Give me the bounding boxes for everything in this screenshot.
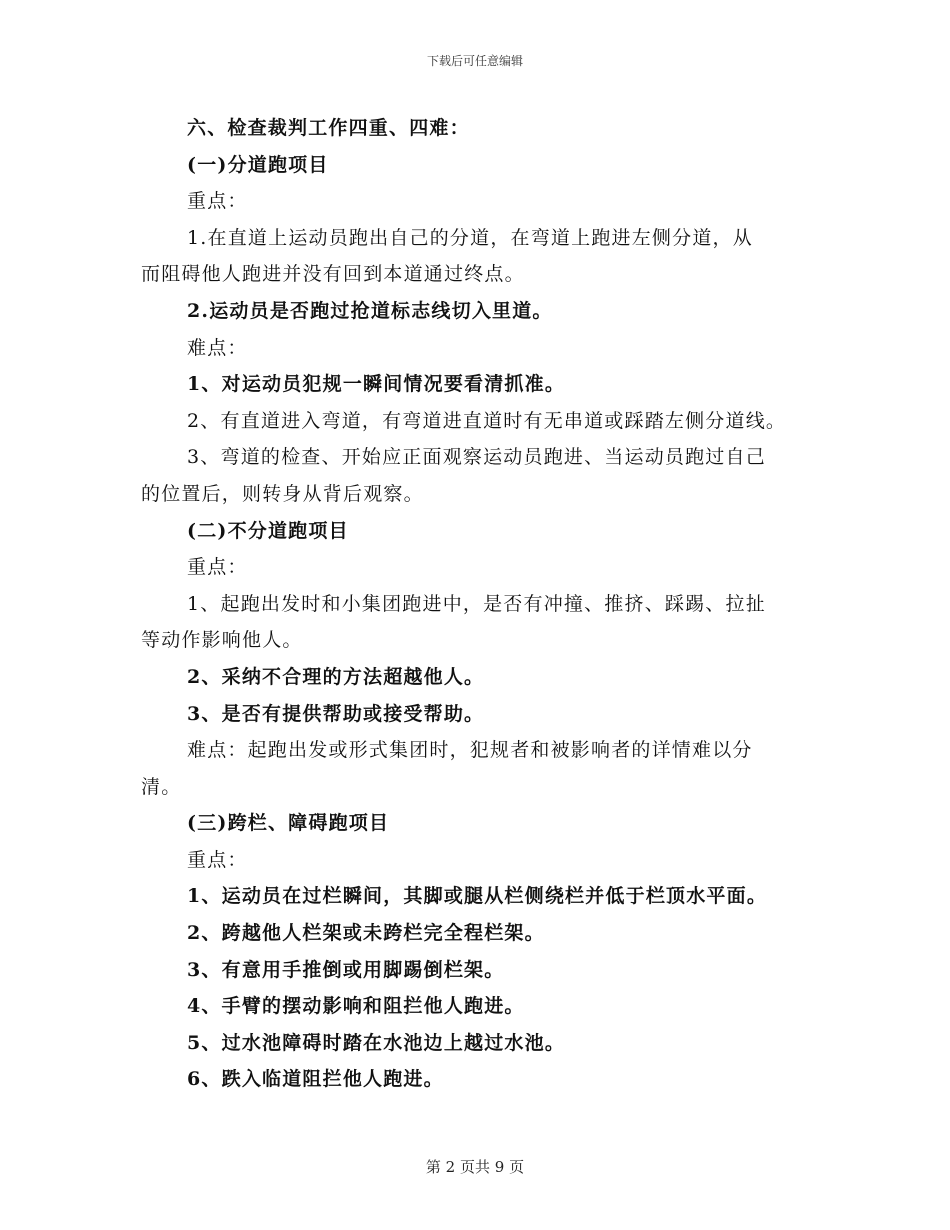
text-line: 3、弯道的检查、开始应正面观察运动员跑进、当运动员跑过自己 xyxy=(187,446,766,469)
text-line: 重点： xyxy=(187,190,248,213)
text-line: 1、对运动员犯规一瞬间情况要看清抓准。 xyxy=(187,373,566,396)
text-line: 1.在直道上运动员跑出自己的分道，在弯道上跑进左侧分道，从 xyxy=(187,226,753,249)
text-line: 的位置后，则转身从背后观察。 xyxy=(141,482,424,505)
text-line: 难点： xyxy=(187,336,248,359)
page-header: 下载后可任意编辑 xyxy=(426,54,523,68)
text-line: 2、采纳不合理的方法超越他人。 xyxy=(187,665,485,688)
text-line: 2、有直道进入弯道，有弯道进直道时有无串道或踩踏左侧分道线。 xyxy=(187,409,787,432)
text-line: 难点：起跑出发或形式集团时，犯规者和被影响者的详情难以分 xyxy=(187,739,753,762)
text-line: 2、跨越他人栏架或未跨栏完全程栏架。 xyxy=(187,922,545,945)
text-line: 1、起跑出发时和小集团跑进中，是否有冲撞、推挤、踩踢、拉扯 xyxy=(187,592,766,615)
page-footer: 第 2 页共 9 页 xyxy=(425,1158,525,1176)
text-line: 六、检查裁判工作四重、四难： xyxy=(187,117,470,139)
text-line: (一)分道跑项目 xyxy=(187,153,329,176)
text-line: 6、跌入临道阻拦他人跑进。 xyxy=(187,1068,444,1091)
text-line: 重点： xyxy=(187,848,248,871)
text-line: 3、有意用手推倒或用脚踢倒栏架。 xyxy=(187,958,505,981)
text-line: 等动作影响他人。 xyxy=(141,629,303,652)
text-line: 2.运动员是否跑过抢道标志线切入里道。 xyxy=(187,299,553,322)
text-line: 5、过水池障碍时踏在水池边上越过水池。 xyxy=(187,1031,566,1054)
text-line: 重点： xyxy=(187,556,248,579)
text-line: 1、运动员在过栏瞬间，其脚或腿从栏侧绕栏并低于栏顶水平面。 xyxy=(187,885,768,908)
text-line: 4、手臂的摆动影响和阻拦他人跑进。 xyxy=(187,995,525,1018)
text-line: (三)跨栏、障碍跑项目 xyxy=(187,812,390,835)
text-line: 而阻碍他人跑进并没有回到本道通过终点。 xyxy=(141,263,525,286)
document-body xyxy=(141,110,821,1098)
text-line: 3、是否有提供帮助或接受帮助。 xyxy=(187,702,485,725)
text-line: (二)不分道跑项目 xyxy=(187,519,349,542)
text-line: 清。 xyxy=(141,775,182,798)
